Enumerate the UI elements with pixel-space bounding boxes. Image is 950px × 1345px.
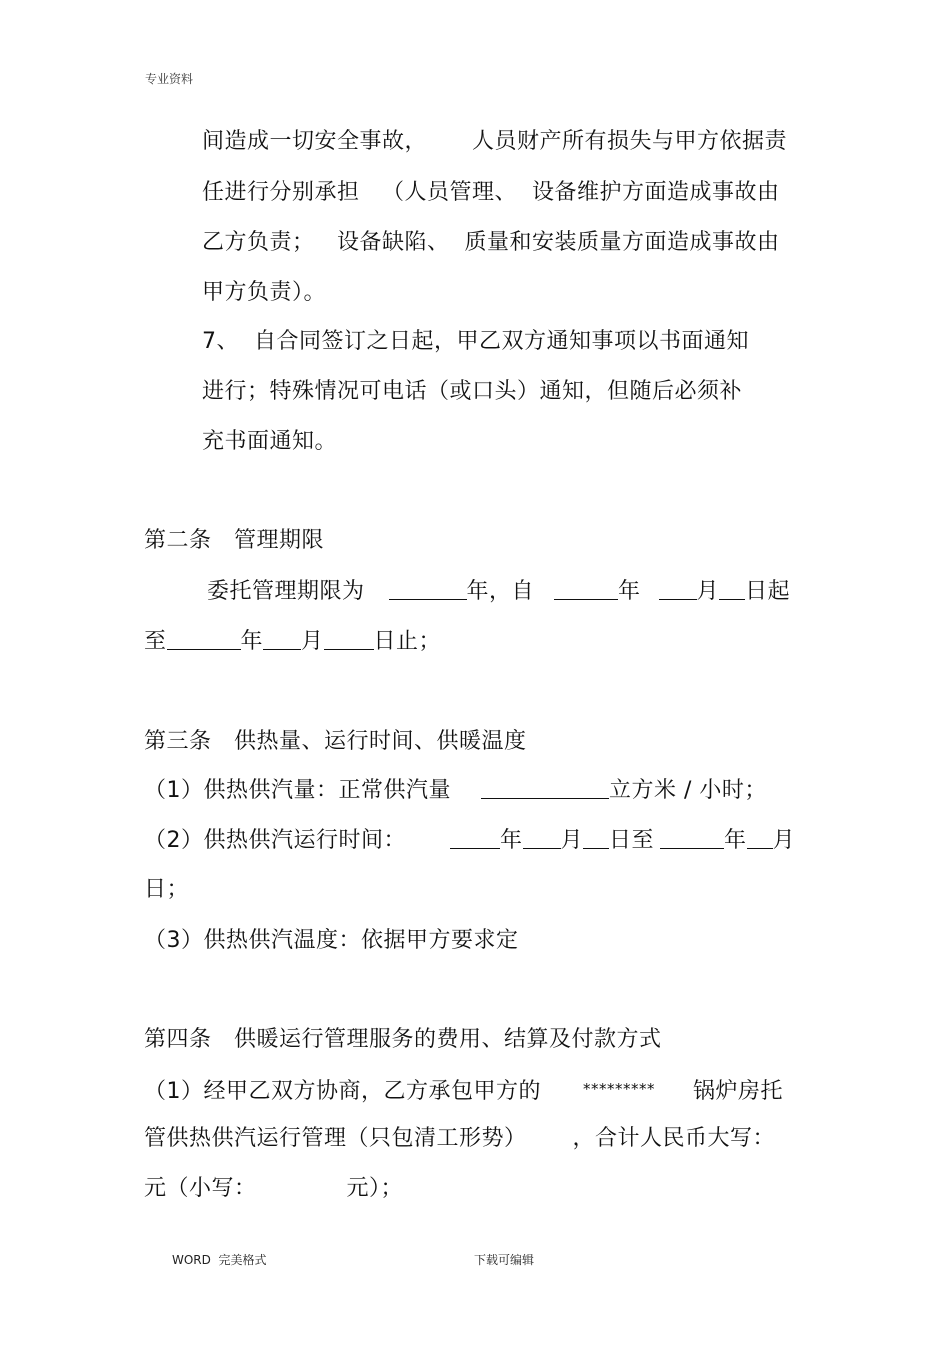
- blank-start-year: [554, 579, 618, 600]
- blank-start-day: [719, 579, 745, 600]
- body-line-7: 充书面通知。: [202, 429, 338, 454]
- text: 管供热供汽运行管理（只包清工形势）: [144, 1126, 527, 1151]
- article-3-heading: 第三条 供热量、运行时间、供暖温度: [144, 729, 527, 754]
- text: 日起: [745, 579, 791, 604]
- page-header: 专业资料: [145, 72, 194, 86]
- text: 年: [240, 629, 264, 654]
- article-4-heading: 第四条 供暖运行管理服务的费用、结算及付款方式: [144, 1027, 662, 1052]
- text: 月: [560, 828, 584, 853]
- text: 月: [301, 629, 324, 654]
- body-line-4: 甲方负责）。: [202, 280, 327, 305]
- blank-run-end-year: [660, 828, 724, 849]
- text: ，合计人民币大写：: [572, 1126, 776, 1151]
- body-line-6: 进行；特殊情况可电话（或口头）通知，但随后必须补: [202, 379, 743, 404]
- blank-run-end-month: [747, 828, 773, 849]
- text: 年: [500, 828, 523, 853]
- text: 元）；: [346, 1176, 404, 1201]
- article-4-item-1-line-3: [144, 1175, 403, 1203]
- article-3-item-1: [144, 777, 767, 805]
- body-line-3: 乙方负责； 设备缺陷、 质量和安装质量方面造成事故由: [202, 230, 780, 255]
- text: 月: [696, 579, 720, 604]
- text: 元（小写：: [144, 1176, 257, 1201]
- blank-end-day: [324, 629, 374, 650]
- article-2-heading: 第二条 管理期限: [144, 528, 324, 553]
- text: 年: [724, 828, 747, 853]
- blank-end-year: [167, 629, 241, 650]
- text: 月: [772, 828, 796, 853]
- body-line-2: 任进行分别承担 （人员管理、 设备维护方面造成事故由: [202, 180, 780, 205]
- text: 年: [618, 579, 641, 604]
- text: 委托管理期限为: [207, 579, 365, 604]
- text: 年，自: [466, 579, 535, 604]
- blank-run-start-day: [583, 828, 609, 849]
- blank-end-month: [263, 629, 301, 650]
- footer-right: 下载可编辑: [474, 1253, 535, 1267]
- article-2-line-1: [207, 578, 790, 606]
- text: （2）供热供汽运行时间：: [144, 828, 406, 853]
- text: 日止；: [373, 629, 442, 654]
- text: 至: [144, 629, 167, 654]
- footer-left: WORD 完美格式: [172, 1253, 267, 1267]
- text: 立方米 / 小时；: [609, 778, 767, 803]
- article-4-item-1: [144, 1075, 783, 1106]
- blank-run-start-year: [450, 828, 500, 849]
- article-3-item-3: （3）供热供汽温度：依据甲方要求定: [144, 928, 519, 953]
- body-line-1: 间造成一切安全事故， 人员财产所有损失与甲方依据责: [202, 129, 787, 154]
- text: 日至: [609, 828, 655, 853]
- article-2-line-2: [144, 628, 441, 656]
- text: （1）经甲乙双方协商，乙方承包甲方的: [144, 1079, 541, 1104]
- blank-steam-volume: [481, 778, 609, 799]
- blank-run-start-month: [523, 828, 561, 849]
- masked-name: *********: [583, 1080, 655, 1098]
- article-4-item-1-line-2: [144, 1125, 775, 1153]
- text: （1）供热供汽量：正常供汽量: [144, 778, 451, 803]
- body-line-5: 7、 自合同签订之日起，甲乙双方通知事项以书面通知: [202, 329, 749, 354]
- blank-years: [389, 579, 467, 600]
- article-3-item-2-cont: 日；: [144, 877, 190, 902]
- blank-start-month: [659, 579, 697, 600]
- article-3-item-2: [144, 827, 795, 855]
- text: 锅炉房托: [693, 1079, 784, 1104]
